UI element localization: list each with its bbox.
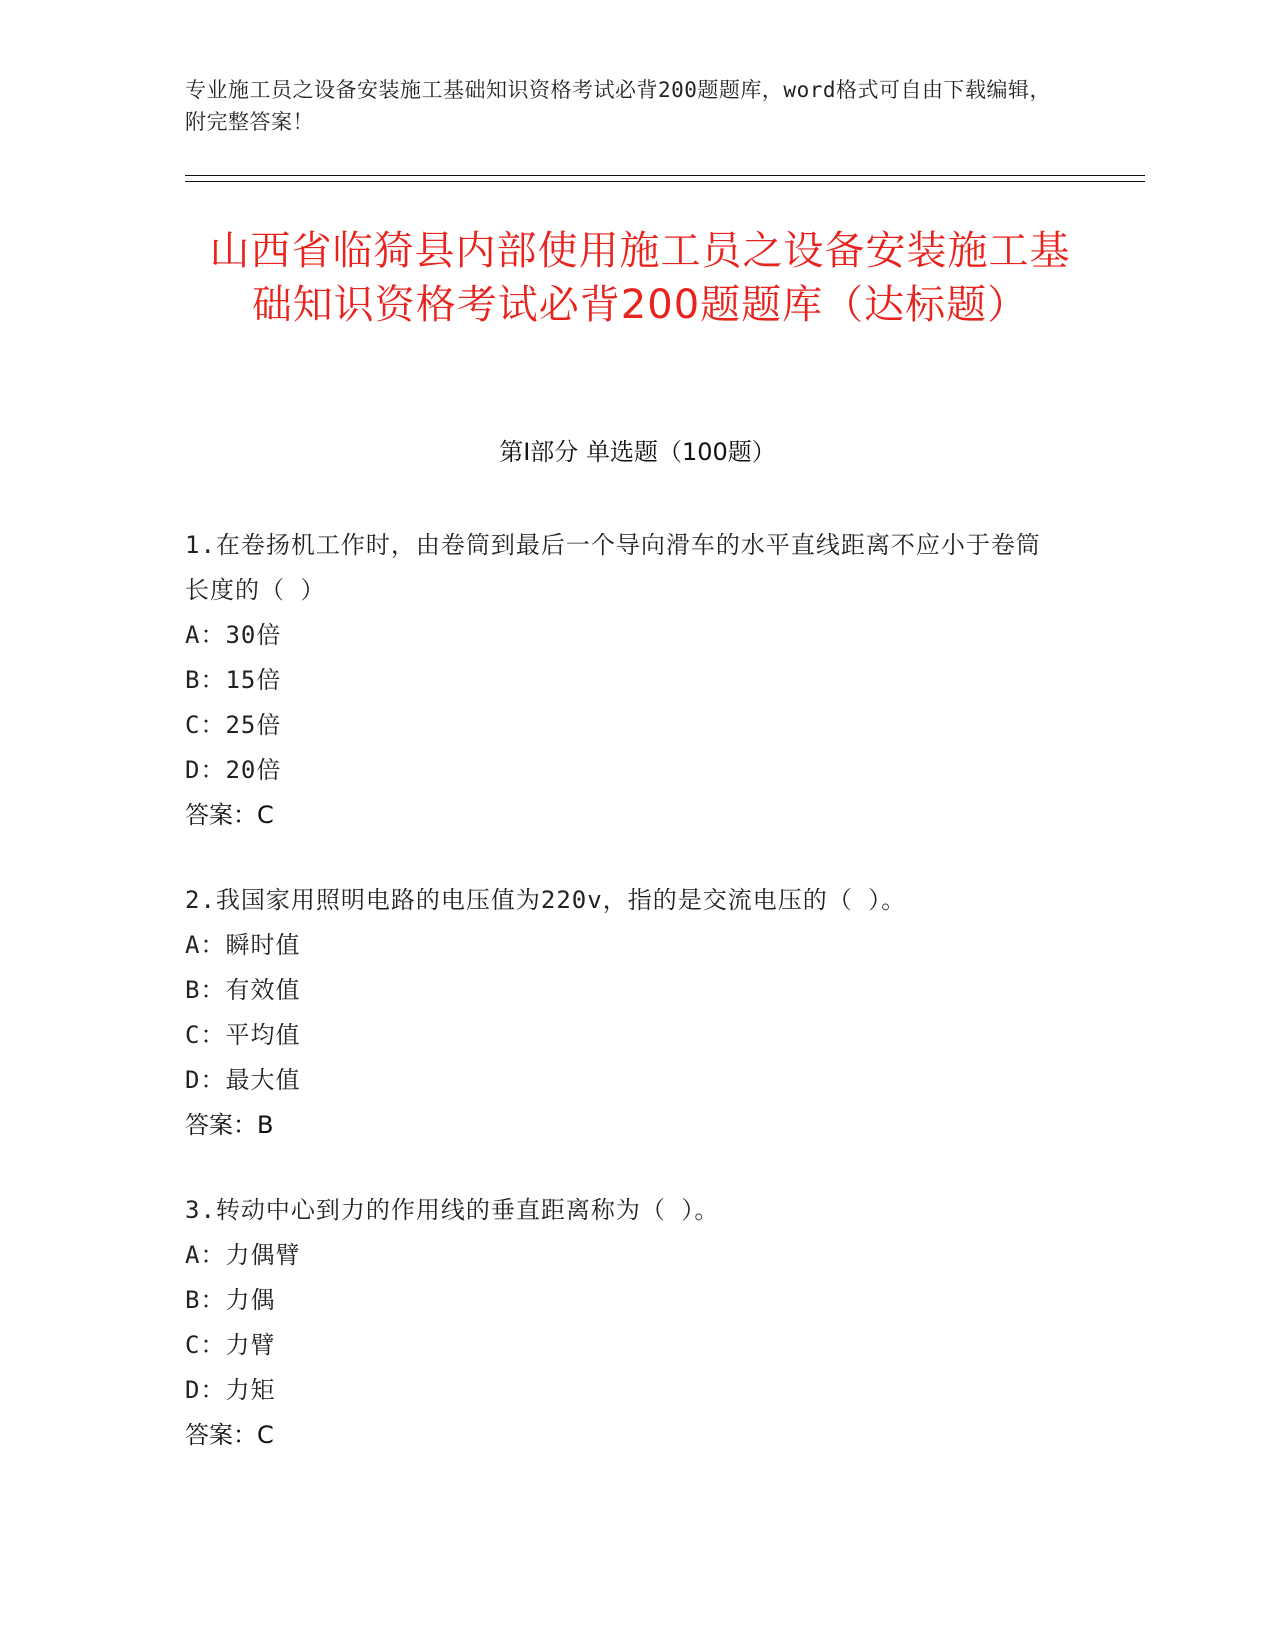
option-a: A：30倍 [185, 621, 282, 649]
option-d: D：20倍 [185, 756, 282, 784]
header-rule-bottom [185, 181, 1145, 182]
answer-line: 答案：C [185, 801, 274, 829]
option-c: C：力臂 [185, 1331, 276, 1359]
question-1 [185, 523, 1065, 838]
option-d: D：力矩 [185, 1376, 276, 1404]
option-a: A：力偶臂 [185, 1241, 301, 1269]
option-b: B：有效值 [185, 976, 301, 1004]
option-c: C：平均值 [185, 1021, 301, 1049]
question-text: 3.转动中心到力的作用线的垂直距离称为（ ）。 [185, 1196, 720, 1224]
question-text: 1.在卷扬机工作时，由卷筒到最后一个导向滑车的水平直线距离不应小于卷筒长度的（ ） [185, 531, 1041, 604]
section-heading: 第Ⅰ部分 单选题（100题） [499, 438, 776, 466]
document-title: 山西省临猗县内部使用施工员之设备安装施工基础知识资格考试必背200题题库（达标题） [209, 228, 1071, 328]
option-b: B：15倍 [185, 666, 282, 694]
option-c: C：25倍 [185, 711, 282, 739]
question-text: 2.我国家用照明电路的电压值为220v，指的是交流电压的（ ）。 [185, 886, 907, 914]
question-2 [185, 878, 1065, 1148]
option-d: D：最大值 [185, 1066, 301, 1094]
option-a: A：瞬时值 [185, 931, 301, 959]
header-rule-top [185, 175, 1145, 176]
option-b: B：力偶 [185, 1286, 276, 1314]
answer-line: 答案：B [185, 1111, 274, 1139]
question-3 [185, 1188, 1065, 1458]
header-note: 专业施工员之设备安装施工基础知识资格考试必背200题题库，word格式可自由下载编辑，附完整答案！ [185, 78, 1051, 134]
answer-line: 答案：C [185, 1421, 274, 1449]
question-list [185, 523, 1065, 1498]
